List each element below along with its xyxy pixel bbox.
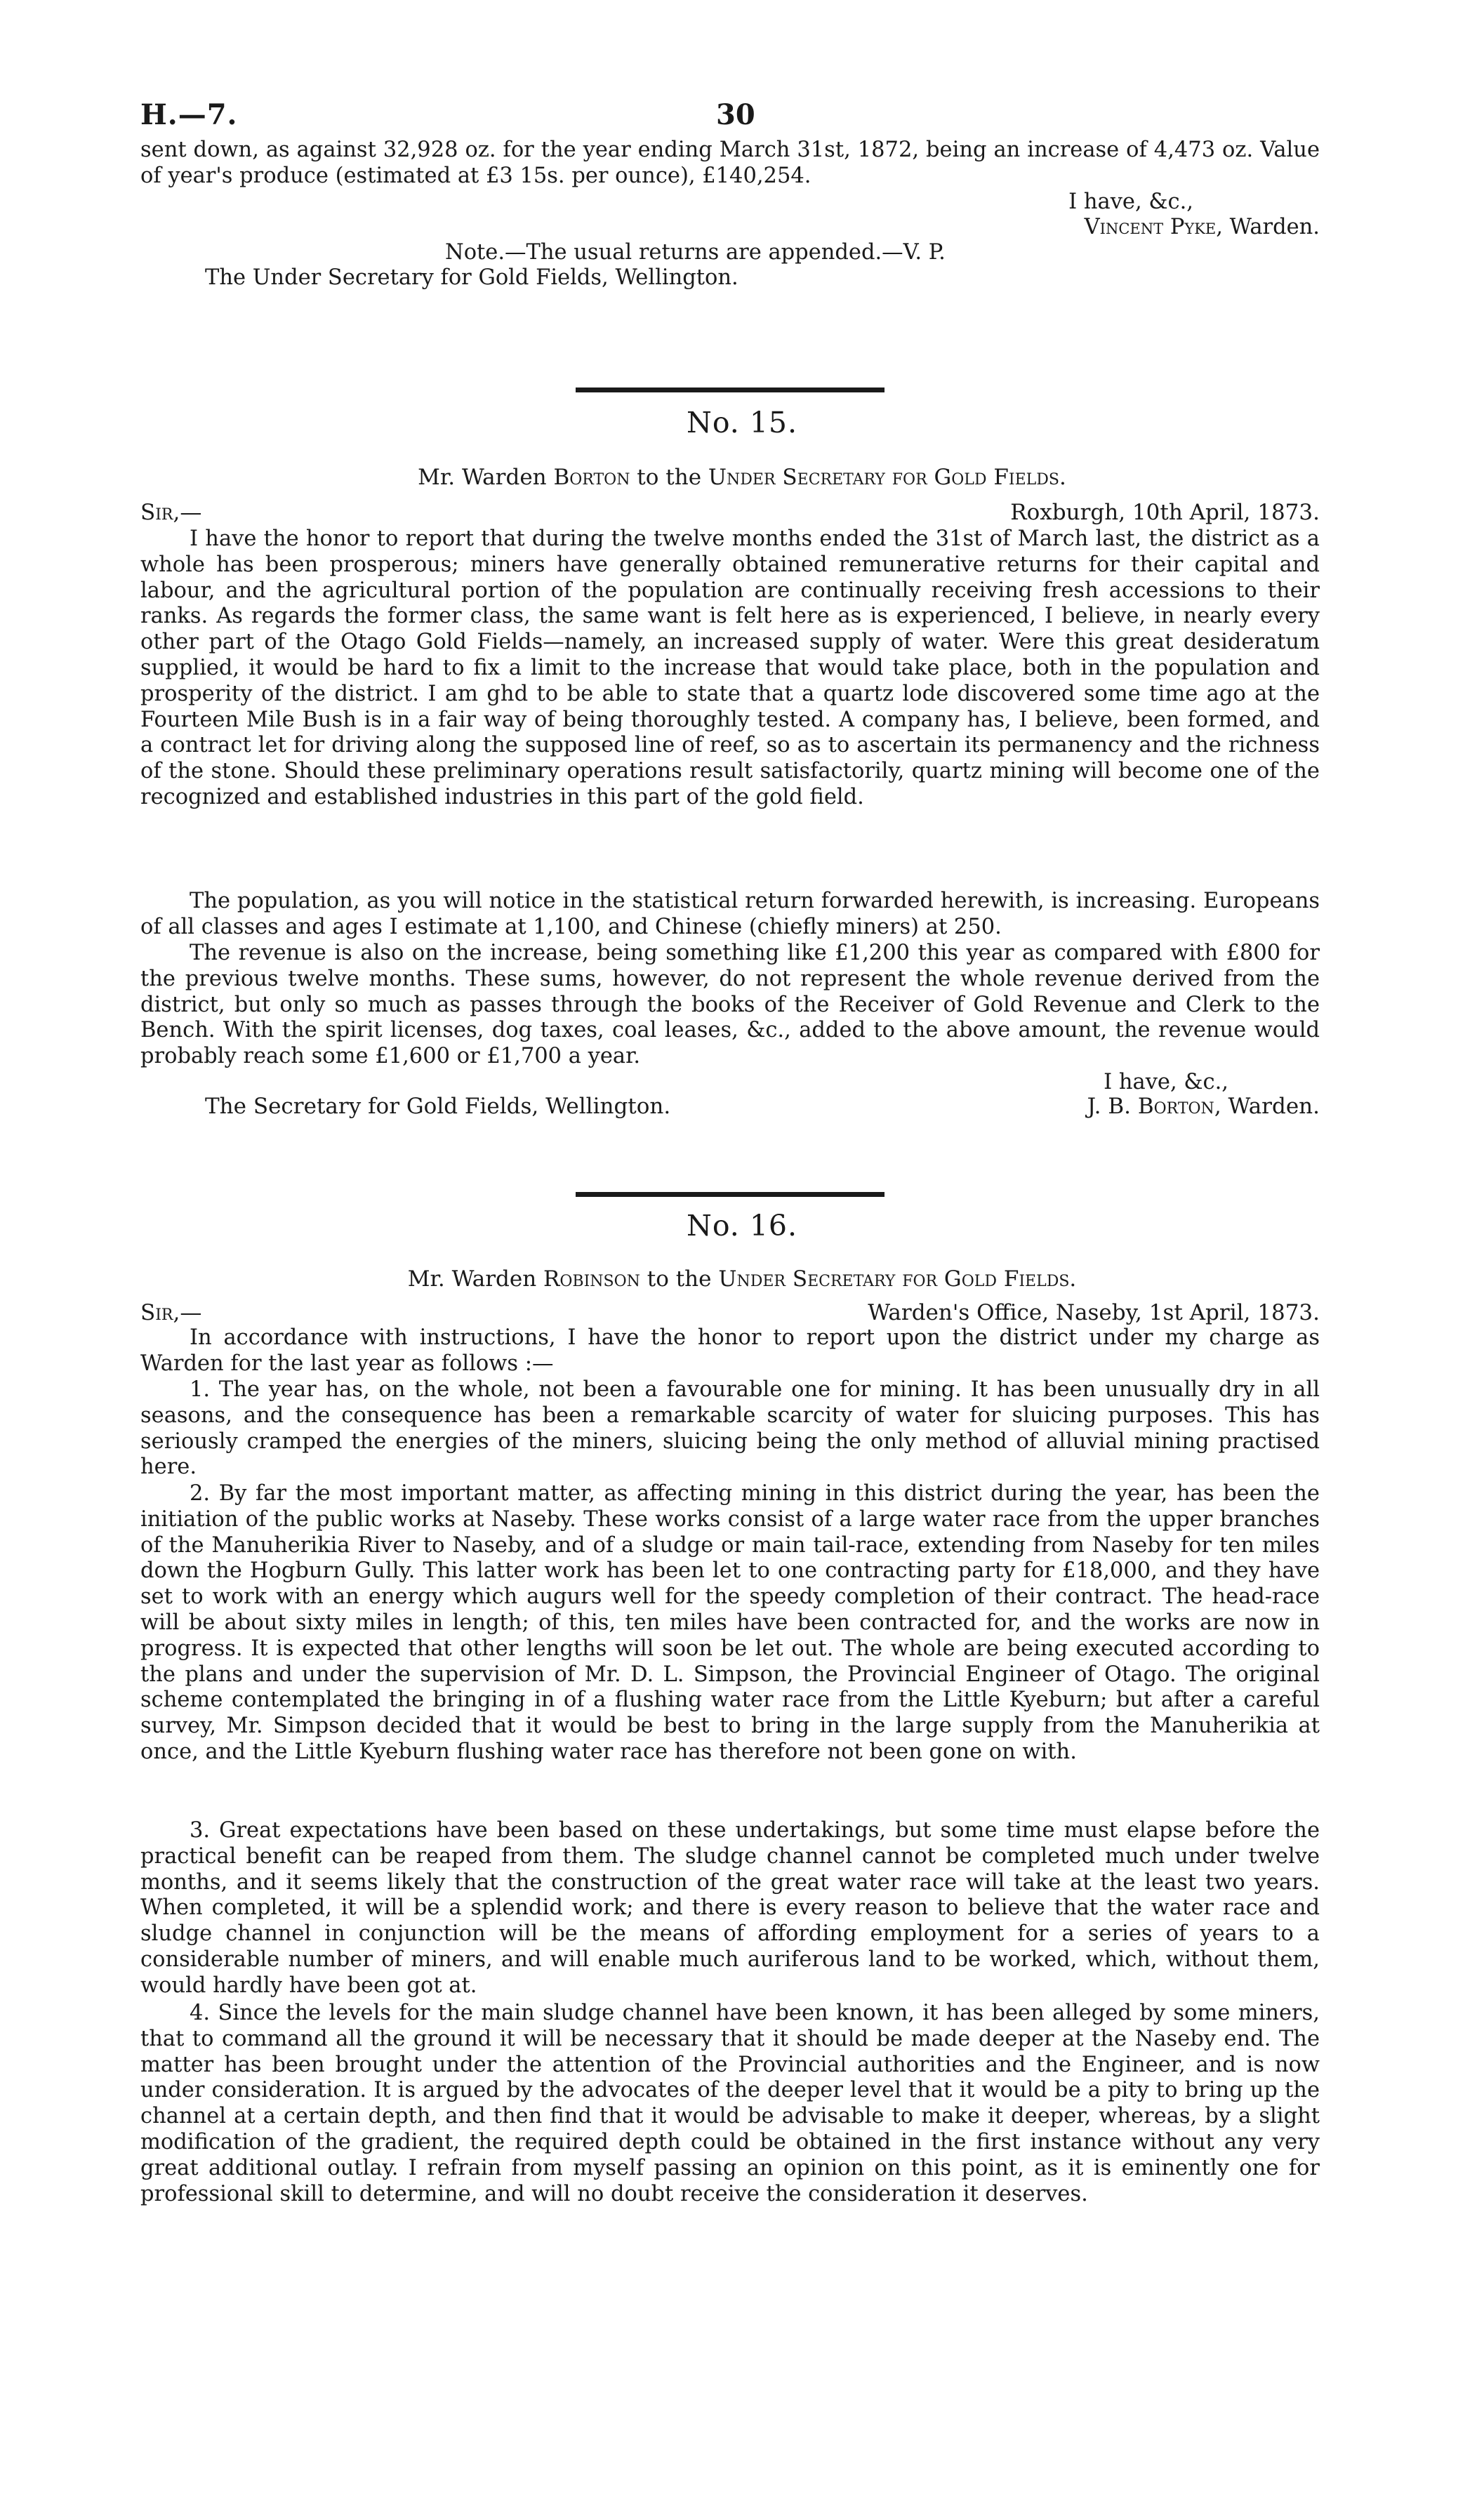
letter-15-paragraph-1: I have the honor to report that during the twelve months ended the 31st of March last, the district as a whole has been prosperous; miners have generally obtained remunerative returns for their capital and labour, and the agricultural portion of the population are continually receiving fresh accessions to their ranks. As regards the former class, the same want is felt here as is experienced, I believe, in nearly every other part of the Otago Gold Fields—namely, an increased supply of water. Were this great desideratum supplied, it would be hard to fix a limit to the increase that would take place, both in the population and prosperity of the district. I am ghd to be able to state that a quartz lode discovered some time ago at the Fourteen Mile Bush is in a fair way of being thoroughly tested. A company has, I believe, been formed, and a contract let for driving along the supposed line of reef, so as to ascertain its permanency and the richness of the stone. Should these preliminary operations result satisfactorily, quartz mining will become one of the recognized and established industries in this part of the gold field. <box>140 526 1320 809</box>
letter-16-place-date: Warden's Office, Naseby, 1st April, 1873. <box>868 1300 1320 1325</box>
letter-15-salutation: Sir,— <box>140 500 202 525</box>
prev-letter-closing: I have, &c., <box>1068 190 1193 214</box>
letter-16-title-mid: to the <box>640 1266 719 1292</box>
prev-letter-note: Note.—The usual returns are appended.—V. P. <box>445 240 946 265</box>
section-divider <box>576 1192 885 1197</box>
prev-letter-signature-name: Vincent Pyke <box>1084 215 1217 239</box>
letter-15-closing: I have, &c., <box>1104 1070 1228 1094</box>
letter-15-signature-name: Borton <box>1137 1094 1214 1119</box>
letter-15-title <box>0 465 1484 490</box>
letter-16-paragraph-4: 4. Since the levels for the main sludge channel have been known, it has been alleged by some miners, that to command all the ground it will be necessary that it should be made deeper at the Naseby end. The matter has been brought under the attention of the Provincial authorities and the Engineer, and is now under consideration. It is argued by the advocates of the deeper level that it would be a pity to bring up the channel at a certain depth, and then find that it would be advisable to make it deeper, whereas, by a slight modification of the gradient, the required depth could be obtained in the first instance without any very great additional outlay. I refrain from myself passing an opinion on this point, as it is eminently one for professional skill to determine, and will no doubt receive the consideration it deserves. <box>140 2001 1320 2206</box>
letter-15-title-mid: to the <box>630 465 708 490</box>
prev-letter-signature-title: , Warden. <box>1216 215 1320 239</box>
prev-letter-addressee: The Under Secretary for Gold Fields, Wellington. <box>205 265 738 290</box>
letter-16-title-rest: Under Secretary for Gold Fields. <box>718 1266 1077 1292</box>
prev-letter-signature <box>140 215 1320 241</box>
prev-letter-paragraph: sent down, as against 32,928 oz. for the year ending March 31st, 1872, being an increase of 4,473 oz. Value of year's produce (estimated at £3 15s. per ounce), £140,254. <box>140 138 1320 188</box>
letter-16-salutation: Sir,— <box>140 1300 202 1325</box>
letter-16-paragraph-3: 3. Great expectations have been based on these undertakings, but some time must elapse before the practical benefit can be reaped from them. The sludge channel cannot be completed much under twelve months, and it seems likely that the construction of the great water race will take at the least two years. When completed, it will be a splendid work; and there is every reason to believe that the water race and sludge channel in conjunction will be the means of affording employment for a series of years to a considerable number of miners, and will enable much auriferous land to be worked, which, without them, would hardly have been got at. <box>140 1818 1320 1998</box>
letter-16-paragraph-1: 1. The year has, on the whole, not been a favourable one for mining. It has been unusually dry in all seasons, and the consequence has been a remarkable scarcity of water for sluicing purposes. This has seriously cramped the energies of the miners, sluicing being the only method of alluvial mining practised here. <box>140 1377 1320 1480</box>
letter-16-paragraph-intro: In accordance with instructions, I have the honor to report upon the district under my charge as Warden for the last year as follows :— <box>140 1325 1320 1376</box>
letter-15-signature <box>1087 1094 1320 1119</box>
letter-15-place-date: Roxburgh, 10th April, 1873. <box>1010 500 1320 525</box>
letter-15-title-name: Borton <box>553 465 630 490</box>
letter-15-signature-title: , Warden. <box>1214 1094 1320 1119</box>
section-divider <box>576 387 885 392</box>
letter-15-paragraph-2: The population, as you will notice in the statistical return forwarded herewith, is increasing. Europeans of all classes and ages I estimate at 1,100, and Chinese (chiefly miners) at 250. <box>140 889 1320 939</box>
letter-15-addressee: The Secretary for Gold Fields, Wellington. <box>205 1094 671 1119</box>
letter-15-paragraph-3: The revenue is also on the increase, being something like £1,200 this year as compared with £800 for the previous twelve months. These sums, however, do not represent the whole revenue derived from the district, but only so much as passes through the books of the Receiver of Gold Revenue and Clerk to the Bench. With the spirit licenses, dog taxes, coal leases, &c., added to the above amount, the revenue would probably reach some £1,600 or £1,700 a year. <box>140 941 1320 1069</box>
letter-15-title-rest: Under Secretary for Gold Fields. <box>708 465 1066 490</box>
letter-15-signature-initials: J. B. <box>1087 1094 1138 1119</box>
letter-16-title-pre: Mr. Warden <box>407 1266 544 1292</box>
letter-15-number: No. 15. <box>686 406 798 439</box>
letter-16-paragraph-2: 2. By far the most important matter, as affecting mining in this district during the year, has been the initiation of the public works at Naseby. These works consist of a large water race from the upper branches of the Manuherikia River to Naseby, and of a sludge or main tail-race, extending from Naseby for ten miles down the Hogburn Gully. This latter work has been let to one contracting party for £18,000, and they have set to work with an energy which augurs well for the speedy completion of their contract. The head-race will be about sixty miles in length; of this, ten miles have been contracted for, and the works are now in progress. It is expected that other lengths will soon be let out. The whole are being executed according to the plans and under the supervision of Mr. D. L. Simpson, the Provincial Engineer of Otago. The original scheme contemplated the bringing in of a flushing water race from the Little Kyeburn; but after a careful survey, Mr. Simpson decided that it would be best to bring in the large supply from the Manuherikia at once, and the Little Kyeburn flushing water race has therefore not been gone on with. <box>140 1481 1320 1764</box>
letter-16-title <box>0 1266 1484 1292</box>
document-reference: H.—7. <box>140 98 238 131</box>
letter-16-number: No. 16. <box>686 1209 798 1243</box>
letter-16-title-name: Robinson <box>543 1266 640 1292</box>
page-number: 30 <box>716 98 755 131</box>
letter-15-title-pre: Mr. Warden <box>418 465 554 490</box>
